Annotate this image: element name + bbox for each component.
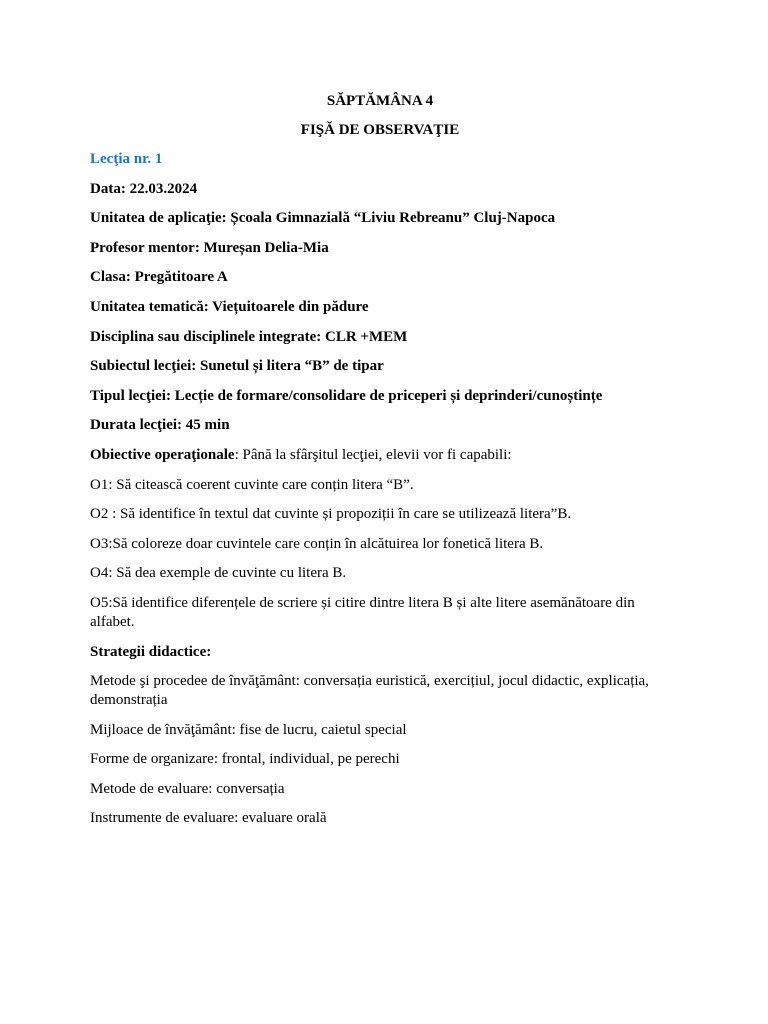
lesson-duration: Durata lecţiei: 45 min	[90, 417, 230, 434]
sheet-title: FIŞĂ DE OBSERVAŢIE	[300, 122, 460, 138]
class-name: Clasa: Pregătitoare A	[90, 269, 228, 286]
objective-item: O2 : Să identifice în textul dat cuvinte și propoziții în care se utilizează litera”B.	[90, 506, 572, 523]
week-heading: SĂPTĂMÂNA 4	[326, 93, 434, 109]
teaching-means: Mijloace de învăţământ: fise de lucru, caietul special	[90, 721, 407, 738]
objective-item: O4: Să dea exemple de cuvinte cu litera B.	[90, 565, 347, 582]
evaluation-methods: Metode de evaluare: conversația	[90, 780, 285, 797]
objectives-intro-line	[90, 446, 670, 465]
organization-forms: Forme de organizare: frontal, individual, pe perechi	[90, 751, 400, 768]
thematic-unit: Unitatea tematică: Viețuitoarele din pădure	[90, 298, 369, 315]
teaching-methods: Metode şi procedee de învăţământ: conversația euristică, exercițiul, jocul didactic, explicația, demonstrația	[90, 673, 649, 709]
objectives-intro: : Până la sfârşitul lecţiei, elevii vor fi capabili:	[234, 446, 512, 463]
objectives-label: Obiective operaţionale	[90, 446, 235, 463]
objective-item: O3:Să coloreze doar cuvintele care conțin în alcătuirea lor fonetică litera B.	[90, 535, 544, 552]
integrated-disciplines: Disciplina sau disciplinele integrate: CLR +MEM	[90, 328, 408, 345]
lesson-subject: Subiectul lecţiei: Sunetul și litera “B” de tipar	[90, 358, 384, 375]
lesson-type: Tipul lecţiei: Lecție de formare/consolidare de priceperi și deprinderi/cunoștințe	[90, 387, 603, 404]
evaluation-tools: Instrumente de evaluare: evaluare orală	[90, 810, 327, 827]
strategies-heading: Strategii didactice:	[90, 643, 212, 660]
document-page	[90, 92, 670, 839]
mentor-teacher: Profesor mentor: Mureșan Delia-Mia	[90, 239, 329, 256]
objective-item: O1: Să citească coerent cuvinte care conțin litera “B”.	[90, 476, 414, 493]
objective-item: O5:Să identifice diferențele de scriere și citire dintre litera B și alte litere asemănătoare din alfabet.	[90, 594, 635, 630]
lesson-number: Lecţia nr. 1	[90, 151, 163, 167]
application-unit: Unitatea de aplicaţie: Școala Gimnazială “Liviu Rebreanu” Cluj-Napoca	[90, 210, 556, 227]
lesson-date: Data: 22.03.2024	[90, 180, 198, 197]
